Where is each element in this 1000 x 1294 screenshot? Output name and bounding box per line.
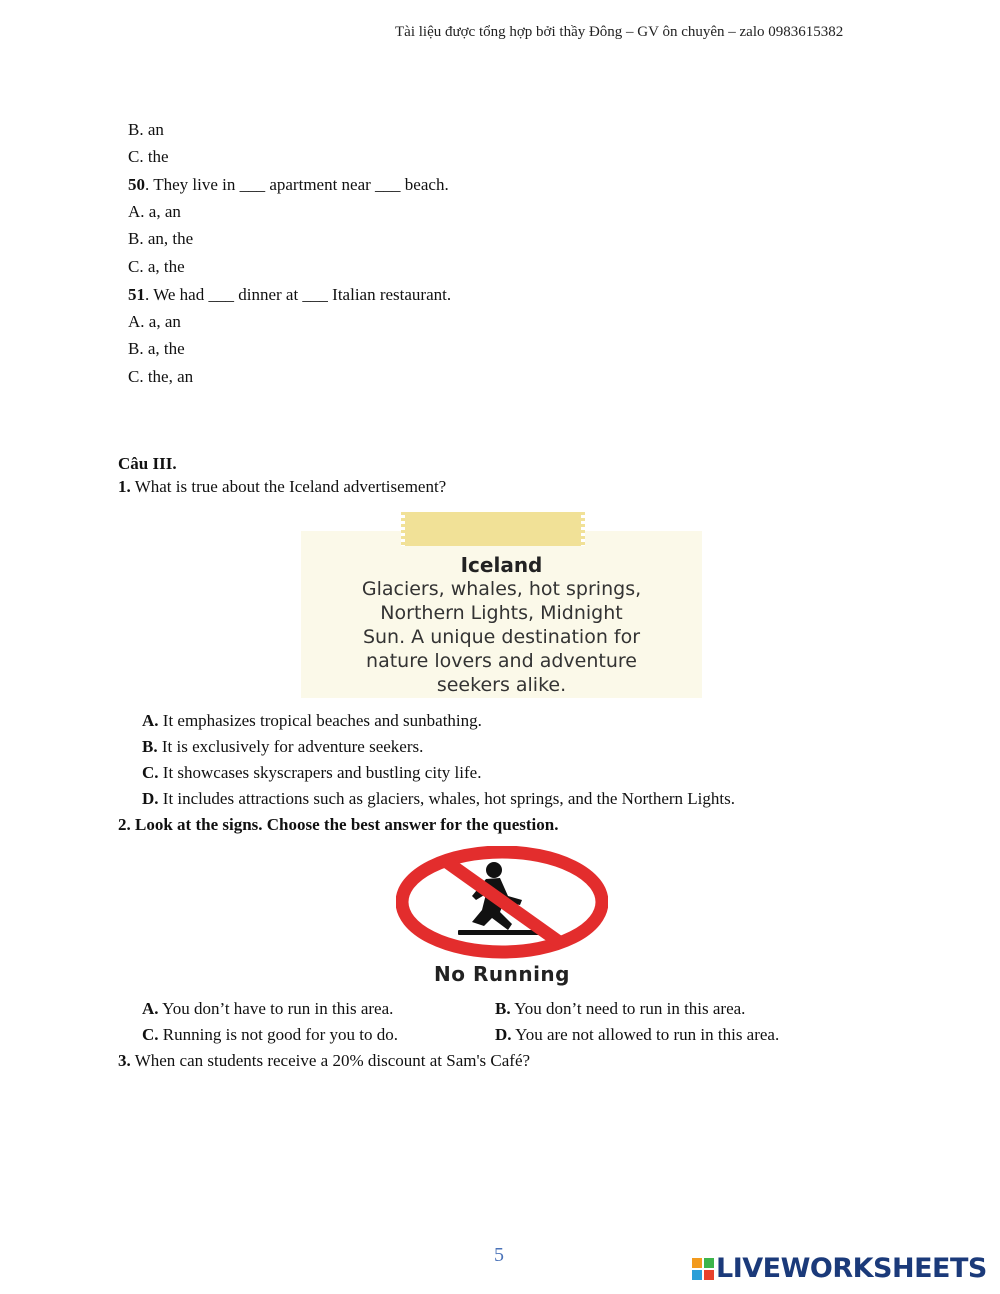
- option-text: You don’t need to run in this area.: [510, 999, 746, 1018]
- option-text: It is exclusively for adventure seekers.: [157, 737, 424, 756]
- question-text: When can students receive a 20% discount at Sam's Café?: [130, 1051, 531, 1070]
- liveworksheets-icon: [692, 1258, 714, 1280]
- option-text: It showcases skyscrapers and bustling city life.: [158, 763, 482, 782]
- question-51: [128, 285, 451, 305]
- iceland-advertisement: [301, 531, 702, 698]
- option-letter: D.: [142, 789, 159, 808]
- q1-option-c: [142, 763, 481, 783]
- question-text: . They live in ___ apartment near ___ beach.: [145, 175, 449, 194]
- section-title: Câu III.: [118, 454, 177, 473]
- option-text: It includes attractions such as glaciers, whales, hot springs, and the Northern Lights.: [158, 789, 735, 808]
- option-letter: C.: [142, 763, 159, 782]
- logo-text: LIVEWORKSHEETS: [716, 1253, 987, 1284]
- q1-option-d: [142, 789, 735, 809]
- sign-label: No Running: [434, 962, 570, 986]
- q50-option-b: B. an, the: [128, 229, 194, 248]
- option-letter: B.: [495, 999, 511, 1018]
- question-text: What is true about the Iceland advertisement?: [130, 477, 447, 496]
- q1-option-b: [142, 737, 423, 757]
- no-running-sign: [396, 846, 608, 991]
- ad-line: Northern Lights, Midnight: [380, 602, 623, 624]
- option-c: C. the: [128, 147, 169, 166]
- q51-option-a: A. a, an: [128, 312, 181, 331]
- q51-option-c: C. the, an: [128, 367, 194, 386]
- option-text: Running is not good for you to do.: [158, 1025, 398, 1044]
- ad-line: Glaciers, whales, hot springs,: [361, 578, 642, 600]
- q50-option-c: C. a, the: [128, 257, 185, 276]
- option-text: You don’t have to run in this area.: [158, 999, 394, 1018]
- ad-line: seekers alike.: [436, 674, 567, 696]
- question-1: [118, 477, 446, 497]
- q2-option-a: [142, 999, 393, 1019]
- liveworksheets-logo[interactable]: [692, 1253, 992, 1285]
- q2-option-b: [495, 999, 745, 1019]
- ad-line: nature lovers and adventure: [366, 650, 637, 672]
- page-number: 5: [494, 1244, 504, 1266]
- question-text: . We had ___ dinner at ___ Italian restaurant.: [145, 285, 452, 304]
- option-letter: B.: [142, 737, 158, 756]
- tape-decoration: [403, 512, 583, 546]
- ad-title: Iceland: [460, 553, 543, 577]
- question-50: [128, 175, 449, 195]
- page-header: Tài liệu được tổng hợp bởi thầy Đông – GV ôn chuyên – zalo 0983615382: [395, 24, 844, 40]
- q2-option-d: [495, 1025, 779, 1045]
- q1-option-a: [142, 711, 482, 731]
- question-number: 3.: [118, 1051, 131, 1070]
- ad-line: Sun. A unique destination for: [362, 626, 641, 648]
- question-number: 51: [128, 285, 145, 304]
- question-3: [118, 1051, 530, 1071]
- no-running-icon: [396, 846, 608, 962]
- question-2: 2. Look at the signs. Choose the best answer for the question.: [118, 815, 559, 834]
- question-number: 1.: [118, 477, 131, 496]
- option-letter: D.: [495, 1025, 512, 1044]
- ad-body: [301, 577, 702, 697]
- option-letter: A.: [142, 711, 159, 730]
- option-text: You are not allowed to run in this area.: [511, 1025, 780, 1044]
- question-number: 50: [128, 175, 145, 194]
- option-b: B. an: [128, 120, 164, 139]
- q51-option-b: B. a, the: [128, 339, 185, 358]
- option-text: It emphasizes tropical beaches and sunbathing.: [158, 711, 482, 730]
- q2-option-c: [142, 1025, 398, 1045]
- q50-option-a: A. a, an: [128, 202, 181, 221]
- option-letter: C.: [142, 1025, 159, 1044]
- option-letter: A.: [142, 999, 159, 1018]
